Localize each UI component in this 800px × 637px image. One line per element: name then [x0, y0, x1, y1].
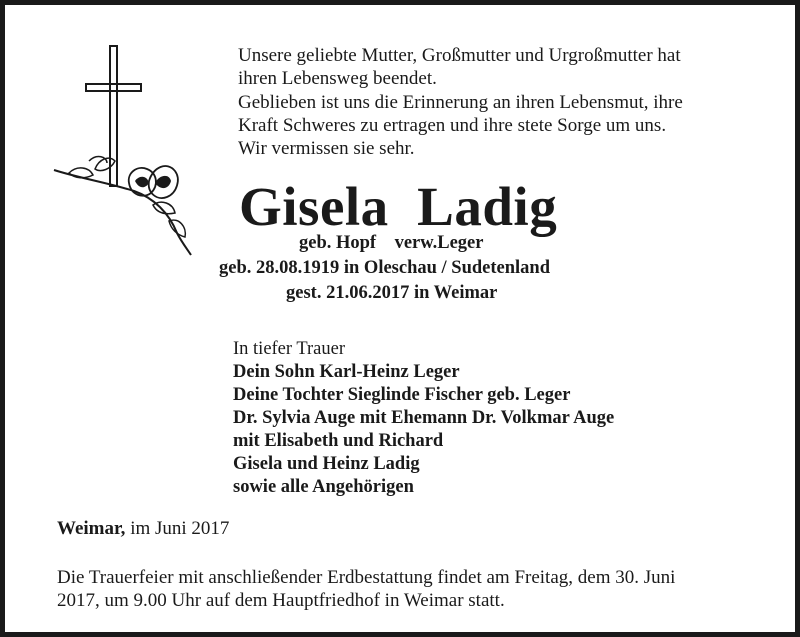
notice-line: 2017, um 9.00 Uhr auf dem Hauptfriedhof in Weimar statt. — [57, 590, 505, 611]
deceased-name: Gisela Ladig — [239, 176, 558, 237]
cross-with-rose-icon — [49, 43, 199, 263]
intro-line: Kraft Schweres zu ertragen und ihre stete Sorge um uns. — [238, 114, 667, 136]
death-info: gest. 21.06.2017 in Weimar — [286, 283, 498, 303]
mourner-item: mit Elisabeth und Richard — [233, 431, 444, 451]
birth-info: geb. 28.08.1919 in Oleschau / Sudetenland — [219, 258, 551, 278]
notice-line: Die Trauerfeier mit anschließender Erdbestattung findet am Freitag, dem 30. Juni — [57, 567, 676, 588]
intro-line: Unsere geliebte Mutter, Großmutter und Urgroßmutter hat — [238, 45, 681, 66]
intro-line: ihren Lebensweg beendet. — [238, 68, 437, 90]
place: Weimar, — [57, 518, 126, 539]
date: im Juni 2017 — [125, 518, 230, 539]
intro-text — [238, 44, 758, 160]
mourner-item: Dr. Sylvia Auge mit Ehemann Dr. Volkmar Auge — [233, 408, 615, 428]
mourner-item: Deine Tochter Sieglinde Fischer geb. Leger — [233, 385, 571, 405]
mourners-list — [233, 338, 614, 499]
mourners-heading: In tiefer Trauer — [233, 339, 345, 359]
mourner-item: sowie alle Angehörigen — [233, 477, 414, 497]
maiden-names: geb. Hopf verw.Leger — [299, 233, 484, 253]
place-date — [57, 518, 229, 540]
intro-line: Geblieben ist uns die Erinnerung an ihren Lebensmut, ihre — [238, 91, 683, 113]
mourner-item: Dein Sohn Karl-Heinz Leger — [233, 362, 460, 382]
mourner-item: Gisela und Heinz Ladig — [233, 454, 420, 474]
intro-line: Wir vermissen sie sehr. — [238, 138, 415, 160]
funeral-notice — [57, 566, 757, 612]
